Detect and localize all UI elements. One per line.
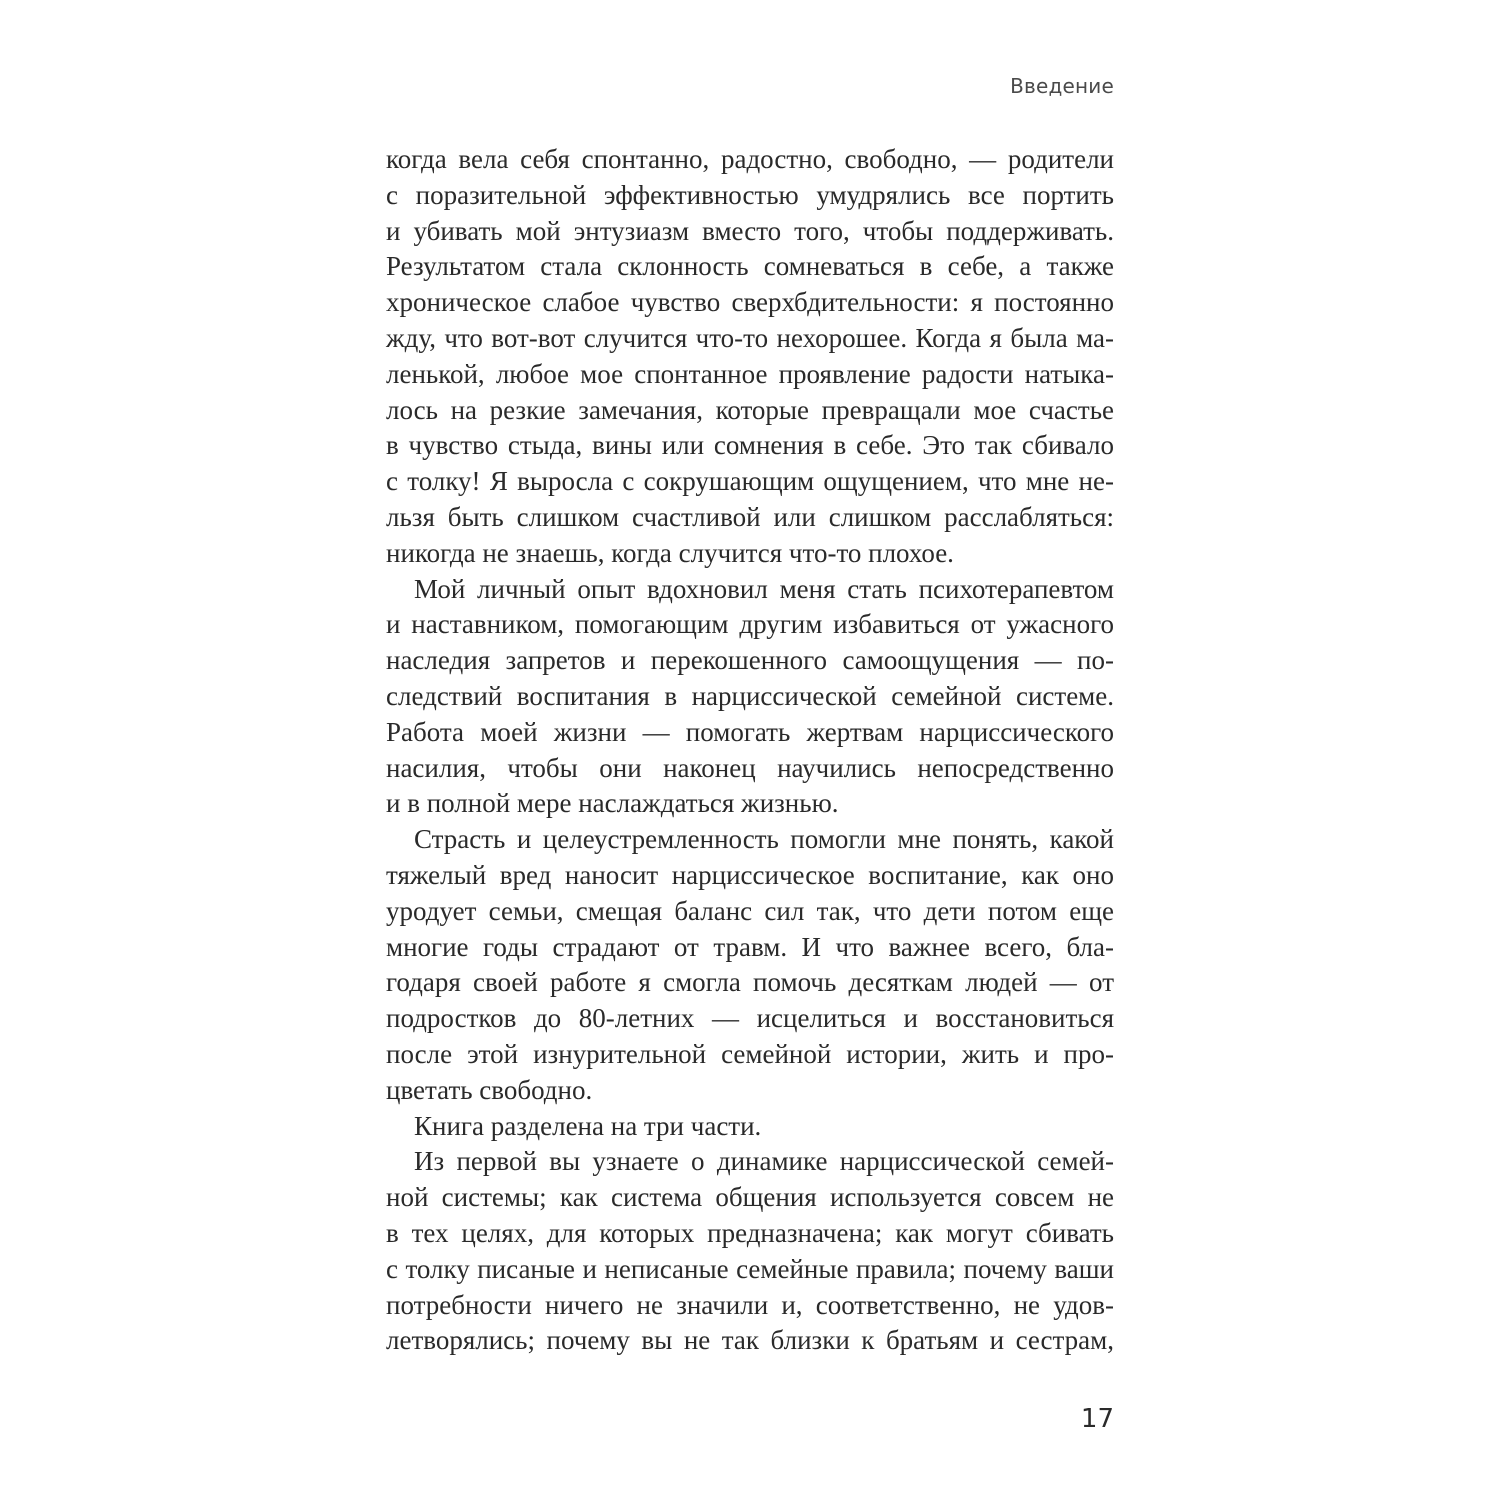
text-line: в чувство стыда, вины или сомнения в себе. Это так сбивало [386, 430, 1114, 461]
text-line: лось на резкие замечания, которые превращали мое счастье [386, 394, 1114, 425]
text-line: с поразительной эффективностью умудрялись все портить [386, 179, 1114, 210]
text-line: Результатом стала склонность сомневаться в себе, а также [386, 251, 1114, 282]
text-line: хроническое слабое чувство сверхбдительности: я постоянно [386, 287, 1114, 318]
text-line: и наставником, помогающим другим избавиться от ужасного [386, 609, 1114, 640]
text-line: и в полной мере наслаждаться жизнью. [386, 788, 839, 819]
text-line: насилия, чтобы они наконец научились непосредственно [386, 752, 1114, 783]
running-head: Введение [1010, 74, 1114, 98]
page-number: 17 [1080, 1404, 1114, 1434]
text-line: в тех целях, для которых предназначена; как могут сбивать [386, 1217, 1114, 1248]
text-line: летворялись; почему вы не так близки к братьям и сестрам, [386, 1325, 1114, 1356]
text-line: ной системы; как система общения используется совсем не [386, 1182, 1114, 1213]
text-line: Страсть и целеустремленность помогли мне понять, какой [414, 824, 1114, 855]
text-line: никогда не знаешь, когда случится что-то плохое. [386, 537, 954, 568]
text-line: после этой изнурительной семейной истории, жить и про- [386, 1038, 1114, 1069]
text-line: с толку! Я выросла с сокрушающим ощущением, что мне не- [386, 466, 1114, 497]
text-line: цветать свободно. [386, 1074, 593, 1105]
text-line: Мой личный опыт вдохновил меня стать психотерапевтом [414, 573, 1114, 604]
text-line: многие годы страдают от травм. И что важнее всего, бла- [386, 931, 1114, 962]
text-line: Книга разделена на три части. [414, 1110, 762, 1141]
text-line: наследия запретов и перекошенного самоощущения — по- [386, 645, 1114, 676]
text-line: когда вела себя спонтанно, радостно, свободно, — родители [386, 144, 1114, 174]
text-line: льзя быть слишком счастливой или слишком расслабляться: [386, 501, 1114, 532]
text-line: годаря своей работе я смогла помочь десяткам людей — от [386, 967, 1114, 998]
text-line: тяжелый вред наносит нарциссическое воспитание, как оно [386, 859, 1114, 890]
text-line: подростков до 80-летних — исцелиться и восстановиться [386, 1003, 1114, 1034]
text-line: уродует семьи, смещая баланс сил так, что дети потом еще [386, 895, 1114, 926]
text-line: и убивать мой энтузиазм вместо того, чтобы поддерживать. [386, 215, 1114, 246]
text-line: Из первой вы узнаете о динамике нарциссической семей- [414, 1146, 1114, 1177]
text-line: Работа моей жизни — помогать жертвам нарциссического [386, 716, 1114, 747]
text-line: жду, что вот-вот случится что-то нехорошее. Когда я была ма- [386, 322, 1114, 353]
text-line: с толку писаные и неписаные семейные правила; почему ваши [386, 1253, 1114, 1284]
text-line: следствий воспитания в нарциссической семейной системе. [386, 680, 1114, 711]
text-line: ленькой, любое мое спонтанное проявление радости натыка- [386, 358, 1114, 389]
body-text [386, 142, 1114, 1359]
text-line: потребности ничего не значили и, соответственно, не удов- [386, 1289, 1114, 1320]
